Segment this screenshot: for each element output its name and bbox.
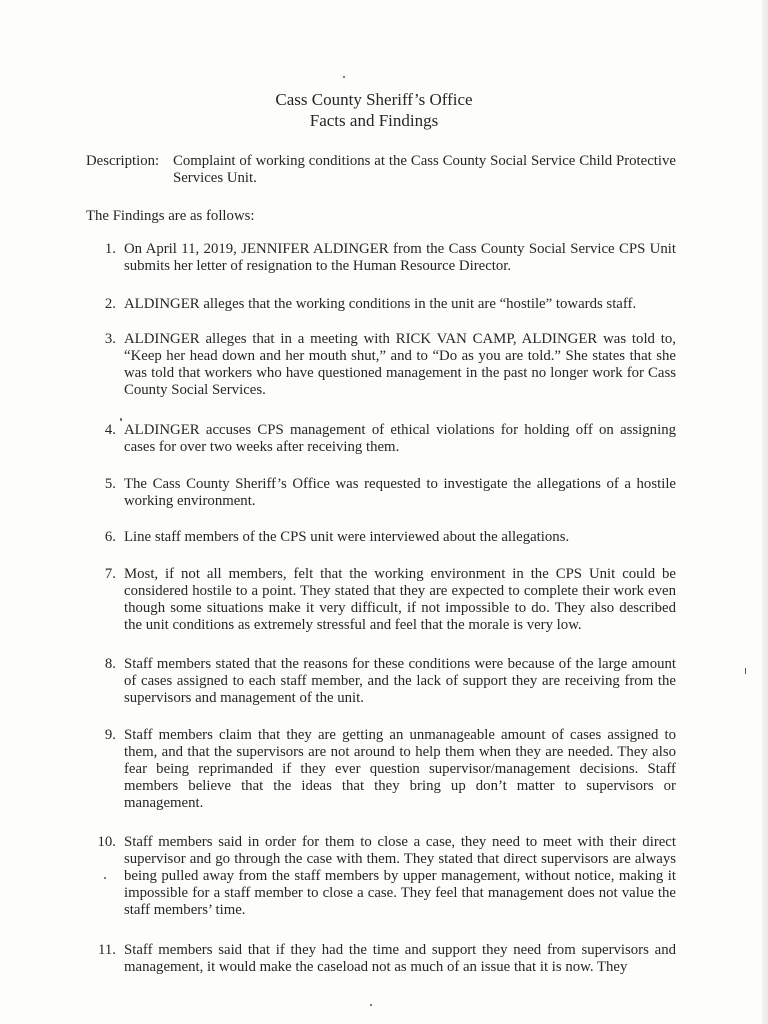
scan-speck — [370, 1004, 372, 1006]
document-title: Cass County Sheriff’s Office — [275, 90, 473, 109]
finding-number: 4. — [104, 422, 116, 438]
finding-item — [86, 656, 676, 707]
finding-text: The Cass County Sheriff’s Office was requested to investigate the allegations of a hostile working environment. — [124, 476, 676, 509]
finding-number: 7. — [104, 566, 116, 582]
finding-text: ALDINGER alleges that in a meeting with RICK VAN CAMP, ALDINGER was told to, “Keep her head down and her mouth shut,” and to “Do as you are told.” She states that she was told that workers who have questioned management in the past no longer work for Cass County Social Services. — [124, 331, 676, 398]
finding-item — [86, 476, 676, 510]
finding-number: 3. — [104, 331, 116, 347]
finding-item — [86, 566, 676, 634]
finding-text: Most, if not all members, felt that the working environment in the CPS Unit could be considered hostile to a point. They stated that they are expected to complete their work even though some situations make it very difficult, if not impossible to do. They also described the unit conditions as extremely stressful and feel that the morale is very low. — [124, 566, 676, 633]
finding-item — [86, 834, 676, 919]
page-edge-shadow — [762, 0, 768, 1024]
finding-number: 11. — [98, 942, 116, 958]
document-subtitle: Facts and Findings — [309, 111, 439, 130]
finding-number: 9. — [104, 727, 116, 743]
finding-item — [86, 422, 676, 456]
finding-item — [86, 241, 676, 275]
finding-text: ALDINGER alleges that the working conditions in the unit are “hostile” towards staff. — [124, 296, 637, 312]
scan-speck — [343, 76, 345, 78]
finding-number: 6. — [104, 529, 116, 545]
finding-number: 5. — [104, 476, 116, 492]
finding-text: Line staff members of the CPS unit were interviewed about the allegations. — [124, 529, 570, 545]
description-label: Description: — [86, 153, 160, 169]
document-header — [0, 89, 748, 131]
finding-text: On April 11, 2019, JENNIFER ALDINGER from the Cass County Social Service CPS Unit submits her letter of resignation to the Human Resource Director. — [124, 241, 676, 274]
finding-text: ALDINGER accuses CPS management of ethical violations for holding off on assigning cases for over two weeks after receiving them. — [124, 422, 676, 455]
scan-speck — [120, 418, 122, 421]
finding-text: Staff members said in order for them to close a case, they need to meet with their direct supervisor and go through the case with them. They stated that direct supervisors are always being pulled away from the staff members by upper management, without notice, making it impossible for a staff member to close a case. They feel that management does not value the staff members’ time. — [124, 834, 676, 918]
finding-number: 8. — [104, 656, 116, 672]
scan-speck — [104, 877, 106, 879]
finding-text: Staff members said that if they had the time and support they need from supervisors and management, it would make the caseload not as much of an issue that it is now. They — [124, 942, 676, 975]
finding-number: 2. — [104, 296, 116, 312]
finding-item — [86, 529, 676, 546]
finding-number: 1. — [104, 241, 116, 257]
scan-speck — [745, 668, 746, 674]
finding-item — [86, 942, 676, 976]
finding-text: Staff members claim that they are getting an unmanageable amount of cases assigned to them, and that the supervisors are not around to help them when they are needed. They also fear being reprimanded if they ever question supervisor/management decisions. Staff members believe that the ideas that they bring up don’t matter to supervisors or management. — [124, 727, 676, 811]
finding-number: 10. — [97, 834, 116, 850]
findings-intro: The Findings are as follows: — [86, 208, 255, 224]
description-text: Complaint of working conditions at the Cass County Social Service Child Protective Services Unit. — [173, 153, 676, 186]
description-block — [86, 153, 676, 187]
finding-item — [86, 727, 676, 812]
finding-text: Staff members stated that the reasons for these conditions were because of the large amount of cases assigned to each staff member, and the lack of support they are receiving from the supervisors and management of the unit. — [124, 656, 676, 706]
finding-item — [86, 331, 676, 399]
finding-item — [86, 296, 676, 313]
